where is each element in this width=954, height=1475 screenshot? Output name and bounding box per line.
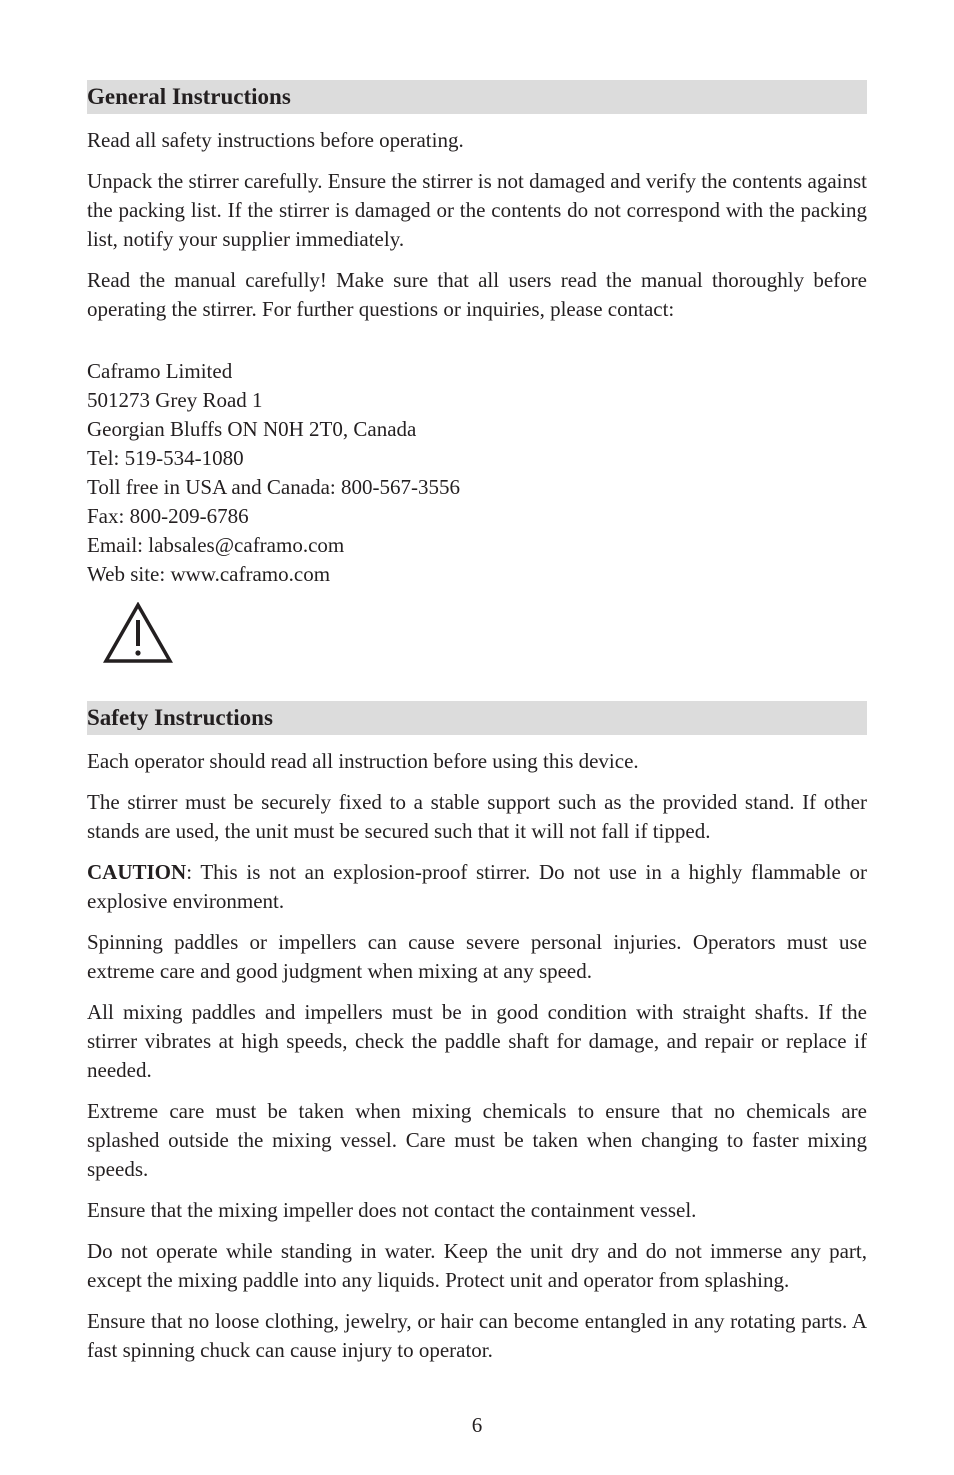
warning-icon <box>103 602 173 664</box>
general-paragraph-3: Read the manual carefully! Make sure that all users read the manual thoroughly before operating the stirrer. For further questions or inquiries, please contact: <box>87 268 867 321</box>
general-paragraph-2: Unpack the stirrer carefully. Ensure the stirrer is not damaged and verify the contents against the packing list. If the stirrer is damaged or the contents do not correspond with the packing list, notify your supplier immediately. <box>87 169 867 251</box>
safety-paragraph-8: Do not operate while standing in water. Keep the unit dry and do not immerse any part, except the mixing paddle into any liquids. Protect unit and operator from splashing. <box>87 1239 867 1292</box>
general-paragraph-1: Read all safety instructions before operating. <box>87 128 464 152</box>
contact-city: Georgian Bluffs ON N0H 2T0, Canada <box>87 417 417 441</box>
safety-paragraph-4: Spinning paddles or impellers can cause severe personal injuries. Operators must use extreme care and good judgment when mixing at any speed. <box>87 930 867 983</box>
general-instructions-heading: General Instructions <box>87 80 867 114</box>
safety-paragraph-1: Each operator should read all instruction before using this device. <box>87 749 639 773</box>
contact-web: Web site: www.caframo.com <box>87 562 331 586</box>
contact-tollfree: Toll free in USA and Canada: 800-567-3556 <box>87 475 460 499</box>
contact-email: Email: labsales@caframo.com <box>87 533 345 557</box>
safety-paragraph-6: Extreme care must be taken when mixing chemicals to ensure that no chemicals are splashed outside the mixing vessel. Care must be taken when changing to faster mixing speeds. <box>87 1099 867 1181</box>
page-number: 6 <box>471 1413 483 1437</box>
safety-paragraph-9: Ensure that no loose clothing, jewelry, or hair can become entangled in any rotating parts. A fast spinning chuck can cause injury to operator. <box>87 1309 867 1362</box>
contact-street: 501273 Grey Road 1 <box>87 388 263 412</box>
safety-paragraph-2: The stirrer must be securely fixed to a stable support such as the provided stand. If other stands are used, the unit must be secured such that it will not fall if tipped. <box>87 790 867 843</box>
caution-paragraph <box>87 858 867 916</box>
contact-fax: Fax: 800-209-6786 <box>87 504 249 528</box>
contact-address <box>87 357 867 589</box>
contact-tel: Tel: 519-534-1080 <box>87 446 244 470</box>
caution-text: : This is not an explosion-proof stirrer. Do not use in a highly flammable or explosive environment. <box>87 860 867 913</box>
safety-instructions-heading: Safety Instructions <box>87 701 867 735</box>
page-content <box>87 80 867 1365</box>
caution-label: CAUTION <box>87 860 187 884</box>
contact-company: Caframo Limited <box>87 359 233 383</box>
safety-paragraph-5: All mixing paddles and impellers must be in good condition with straight shafts. If the stirrer vibrates at high speeds, check the paddle shaft for damage, and repair or replace if needed. <box>87 1000 867 1082</box>
safety-paragraph-7: Ensure that the mixing impeller does not contact the containment vessel. <box>87 1198 697 1222</box>
